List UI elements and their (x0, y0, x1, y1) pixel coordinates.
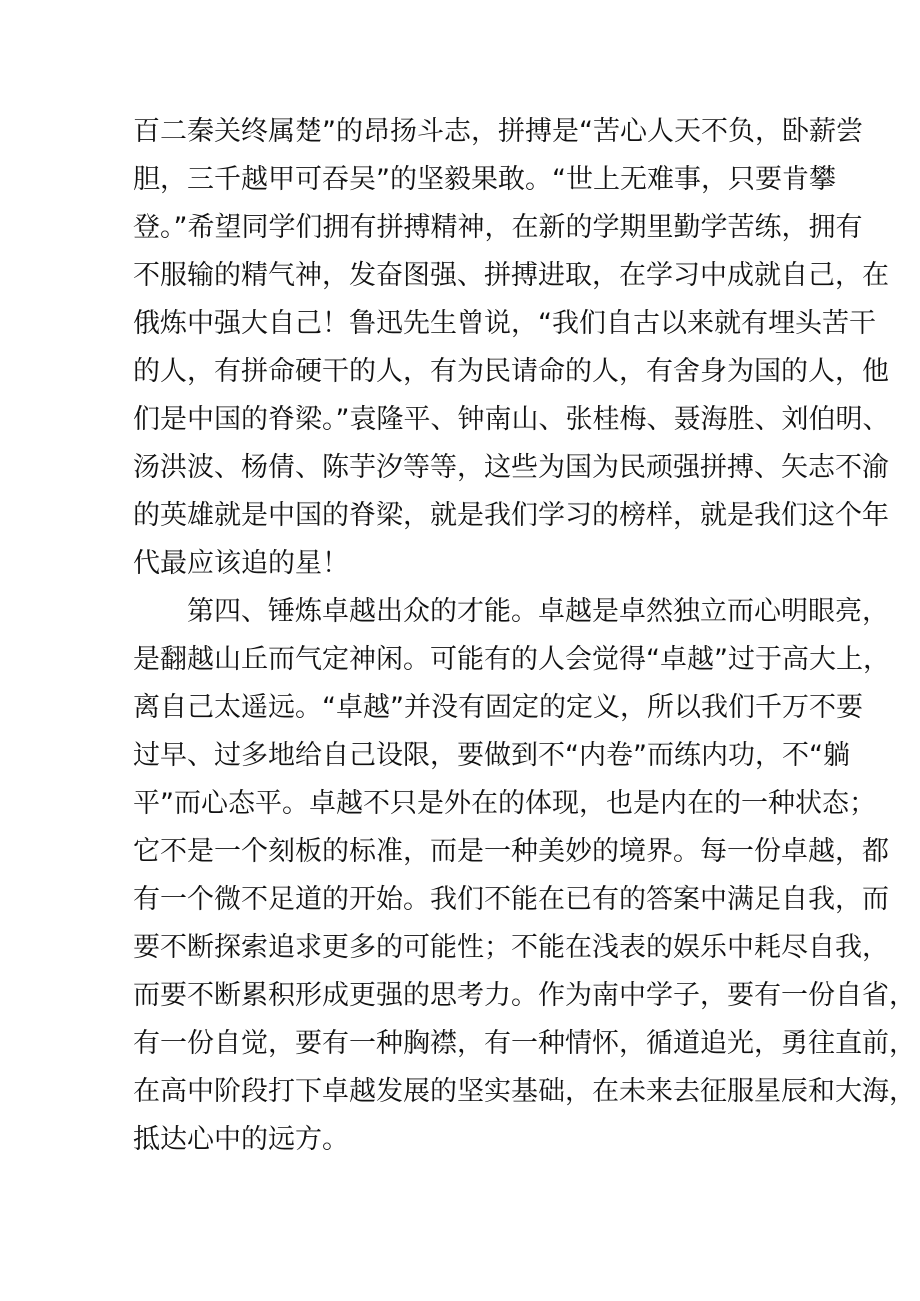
text-line: 的英雄就是中国的脊梁，就是我们学习的榜样，就是我们这个年 (133, 500, 889, 531)
text-line: 们是中国的脊梁。”袁隆平、钟南山、张桂梅、聂海胜、刘伯明、 (133, 404, 890, 435)
text-line: 而要不断累积形成更强的思考力。作为南中学子，要有一份自省， (133, 980, 916, 1011)
paragraph-start-line: 第四、锤炼卓越出众的才能。卓越是卓然独立而心明眼亮， (133, 596, 889, 627)
text-line: 它不是一个刻板的标准，而是一种美妙的境界。每一份卓越，都 (133, 836, 889, 867)
text-line: 的人，有拼命硬干的人，有为民请命的人，有舍身为国的人，他 (133, 356, 889, 387)
text-line: 代最应该追的星！ (133, 548, 349, 579)
text-line: 离自己太遥远。“卓越”并没有固定的定义，所以我们千万不要 (133, 692, 863, 723)
text-line: 在高中阶段打下卓越发展的坚实基础，在未来去征服星辰和大海， (133, 1076, 916, 1107)
text-line: 胆，三千越甲可吞吴”的坚毅果敢。“世上无难事，只要肯攀 (133, 164, 836, 195)
text-line: 有一个微不足道的开始。我们不能在已有的答案中满足自我，而 (133, 884, 889, 915)
text-line: 汤洪波、杨倩、陈芋汐等等，这些为国为民顽强拼搏、矢志不渝 (133, 452, 889, 483)
text-line: 过早、过多地给自己设限，要做到不“内卷”而练内功，不“躺 (133, 740, 850, 771)
text-line: 有一份自觉，要有一种胸襟，有一种情怀，循道追光，勇往直前， (133, 1028, 916, 1059)
text-line: 百二秦关终属楚”的昂扬斗志，拼搏是“苦心人天不负，卧薪尝 (133, 116, 863, 147)
text-line: 是翻越山丘而气定神闲。可能有的人会觉得“卓越”过于高大上， (133, 644, 890, 675)
text-line: 登。”希望同学们拥有拼搏精神，在新的学期里勤学苦练，拥有 (133, 212, 863, 243)
text-line: 要不断探索追求更多的可能性；不能在浅表的娱乐中耗尽自我， (133, 932, 889, 963)
text-line: 不服输的精气神，发奋图强、拼搏进取，在学习中成就自己，在 (133, 260, 889, 291)
text-line: 俄炼中强大自己！鲁迅先生曾说，“我们自古以来就有埋头苦干 (133, 308, 876, 339)
text-line: 抵达心中的远方。 (133, 1124, 349, 1155)
text-line: 平”而心态平。卓越不只是外在的体现，也是内在的一种状态； (133, 788, 876, 819)
